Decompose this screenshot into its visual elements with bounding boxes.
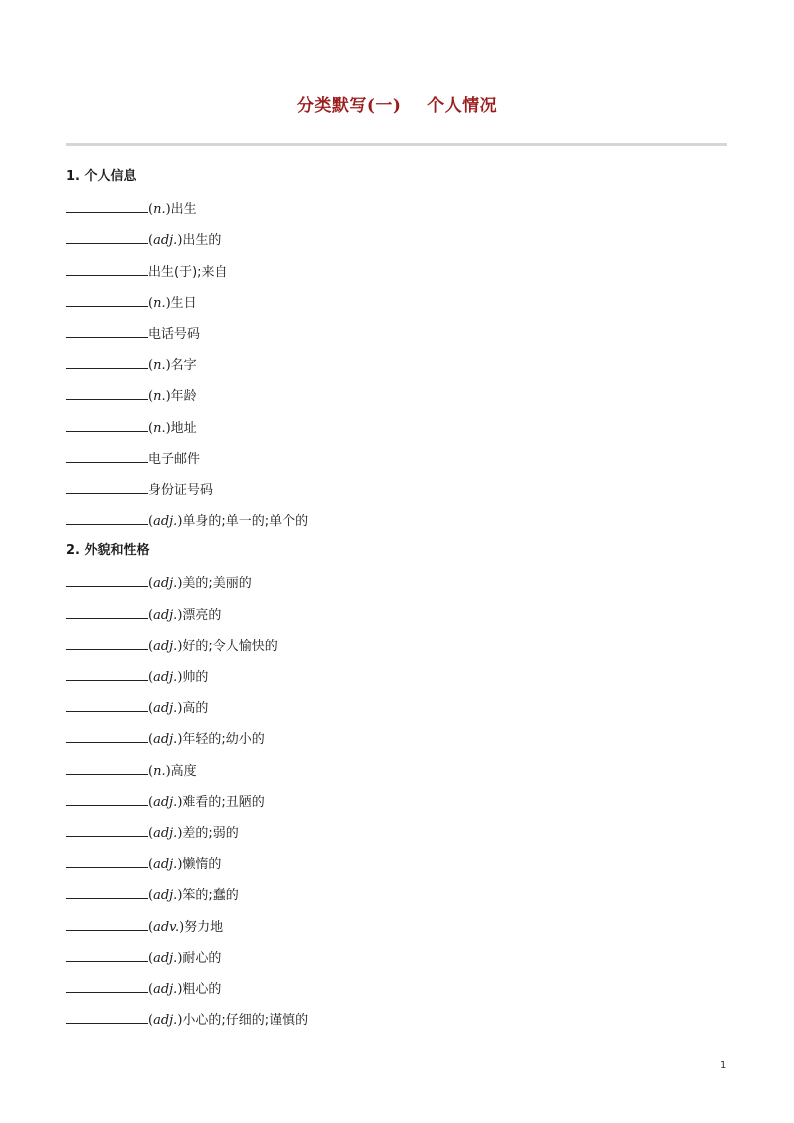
vocab-item	[66, 322, 726, 353]
vocab-item	[66, 759, 726, 790]
meaning-text: 帅的	[182, 670, 209, 685]
meaning-text: 年龄	[170, 389, 197, 405]
meaning-text: 难看的;丑陋的	[182, 794, 265, 810]
meaning-text: 生日	[170, 295, 197, 311]
part-of-speech-abbr: adj.	[153, 1013, 178, 1029]
vocab-item	[66, 291, 726, 322]
meaning-text: 漂亮的	[182, 607, 222, 623]
vocab-item	[66, 353, 726, 384]
meaning-text: 出生(于);来自	[148, 264, 228, 280]
vocab-item	[66, 852, 726, 883]
meaning-text: 出生的	[182, 233, 222, 249]
part-of-speech-abbr: n.	[153, 389, 166, 405]
vocab-item	[66, 478, 726, 509]
part-of-speech-abbr: adj.	[153, 888, 178, 904]
answer-blank[interactable]	[66, 478, 148, 494]
part-of-speech-abbr: adj.	[153, 638, 178, 654]
page-title: 分类默写(一) 个人情况	[296, 96, 498, 116]
part-of-speech-abbr: n.	[153, 202, 166, 218]
meaning-text: 高的	[182, 701, 209, 717]
vocab-item	[66, 883, 726, 914]
part-of-speech: (adj.)	[148, 732, 183, 748]
vocab-item	[66, 915, 726, 946]
part-of-speech-abbr: adj.	[153, 950, 178, 966]
part-of-speech-abbr: adj.	[153, 670, 178, 685]
part-of-speech-abbr: adj.	[153, 701, 178, 717]
part-of-speech-abbr: adj.	[153, 233, 178, 249]
answer-blank[interactable]	[66, 571, 148, 587]
part-of-speech-abbr: n.	[153, 358, 166, 374]
answer-blank[interactable]	[66, 260, 148, 276]
vocab-item	[66, 416, 726, 447]
part-of-speech: (adj.)	[148, 233, 183, 249]
vocab-item	[66, 665, 726, 696]
answer-blank[interactable]	[66, 1008, 148, 1024]
part-of-speech: (n.)	[148, 202, 171, 218]
answer-blank[interactable]	[66, 416, 148, 432]
answer-blank[interactable]	[66, 665, 148, 681]
vocab-item	[66, 571, 726, 602]
meaning-text: 懒惰的	[182, 857, 222, 873]
vocab-item	[66, 384, 726, 415]
answer-blank[interactable]	[66, 852, 148, 868]
meaning-text: 地址	[170, 420, 197, 436]
part-of-speech: (adj.)	[148, 701, 183, 717]
part-of-speech: (adj.)	[148, 670, 183, 685]
answer-blank[interactable]	[66, 197, 148, 213]
part-of-speech: (adj.)	[148, 888, 183, 904]
vocab-item	[66, 603, 726, 634]
answer-blank[interactable]	[66, 322, 148, 338]
answer-blank[interactable]	[66, 228, 148, 244]
part-of-speech-abbr: adj.	[153, 607, 178, 623]
part-of-speech: (adj.)	[148, 950, 183, 966]
part-of-speech-abbr: adj.	[153, 514, 178, 530]
part-of-speech: (adj.)	[148, 514, 183, 530]
meaning-text: 耐心的	[182, 950, 222, 966]
answer-blank[interactable]	[66, 759, 148, 775]
meaning-text: 小心的;仔细的;谨慎的	[182, 1013, 309, 1029]
meaning-text: 努力地	[184, 919, 224, 935]
vocab-item	[66, 977, 726, 1008]
meaning-text: 粗心的	[182, 981, 222, 997]
page-number: 1	[720, 1060, 727, 1071]
title-divider	[66, 143, 727, 146]
answer-blank[interactable]	[66, 915, 148, 931]
answer-blank[interactable]	[66, 977, 148, 993]
meaning-text: 差的;弱的	[182, 825, 239, 841]
part-of-speech-abbr: adj.	[153, 857, 178, 873]
section-heading: 1. 个人信息	[66, 169, 137, 184]
meaning-text: 高度	[170, 763, 197, 779]
meaning-text: 身份证号码	[148, 482, 214, 498]
answer-blank[interactable]	[66, 946, 148, 962]
part-of-speech: (adj.)	[148, 1013, 183, 1029]
part-of-speech-abbr: adj.	[153, 794, 178, 810]
answer-blank[interactable]	[66, 727, 148, 743]
answer-blank[interactable]	[66, 291, 148, 307]
part-of-speech: (adj.)	[148, 607, 183, 623]
part-of-speech: (adj.)	[148, 857, 183, 873]
meaning-text: 名字	[170, 358, 197, 374]
vocab-item	[66, 1008, 726, 1039]
part-of-speech: (adj.)	[148, 981, 183, 997]
answer-blank[interactable]	[66, 883, 148, 899]
vocab-item	[66, 509, 726, 540]
meaning-text: 电子邮件	[148, 451, 201, 467]
vocab-item	[66, 197, 726, 228]
part-of-speech-abbr: n.	[153, 763, 166, 779]
part-of-speech: (adj.)	[148, 794, 183, 810]
part-of-speech: (n.)	[148, 358, 171, 374]
part-of-speech-abbr: adj.	[153, 732, 178, 748]
answer-blank[interactable]	[66, 353, 148, 369]
vocab-item	[66, 260, 726, 291]
part-of-speech-abbr: adv.	[153, 919, 180, 935]
part-of-speech-abbr: n.	[153, 295, 166, 311]
part-of-speech-abbr: adj.	[153, 576, 178, 592]
vocab-item	[66, 821, 726, 852]
answer-blank[interactable]	[66, 790, 148, 806]
part-of-speech: (n.)	[148, 389, 171, 405]
part-of-speech: (adj.)	[148, 825, 183, 841]
vocab-item	[66, 727, 726, 758]
meaning-text: 单身的;单一的;单个的	[182, 514, 309, 530]
part-of-speech: (n.)	[148, 420, 171, 436]
vocab-item	[66, 696, 726, 727]
vocab-item	[66, 790, 726, 821]
meaning-text: 出生	[170, 202, 197, 218]
part-of-speech: (adj.)	[148, 576, 183, 592]
part-of-speech: (adv.)	[148, 919, 185, 935]
answer-blank[interactable]	[66, 696, 148, 712]
meaning-text: 电话号码	[148, 326, 201, 342]
answer-blank[interactable]	[66, 634, 148, 650]
meaning-text: 美的;美丽的	[182, 576, 252, 592]
worksheet-body	[66, 166, 726, 1039]
part-of-speech-abbr: adj.	[153, 825, 178, 841]
part-of-speech: (n.)	[148, 295, 171, 311]
answer-blank[interactable]	[66, 821, 148, 837]
vocab-item	[66, 228, 726, 259]
answer-blank[interactable]	[66, 384, 148, 400]
vocab-item	[66, 946, 726, 977]
part-of-speech-abbr: adj.	[153, 981, 178, 997]
meaning-text: 笨的;蠢的	[182, 888, 239, 904]
part-of-speech-abbr: n.	[153, 420, 166, 436]
vocab-item	[66, 447, 726, 478]
section-heading: 2. 外貌和性格	[66, 543, 150, 559]
answer-blank[interactable]	[66, 603, 148, 619]
meaning-text: 好的;令人愉快的	[182, 638, 278, 654]
answer-blank[interactable]	[66, 447, 148, 463]
vocab-item	[66, 634, 726, 665]
answer-blank[interactable]	[66, 509, 148, 525]
meaning-text: 年轻的;幼小的	[182, 732, 265, 748]
part-of-speech: (adj.)	[148, 638, 183, 654]
part-of-speech: (n.)	[148, 763, 171, 779]
